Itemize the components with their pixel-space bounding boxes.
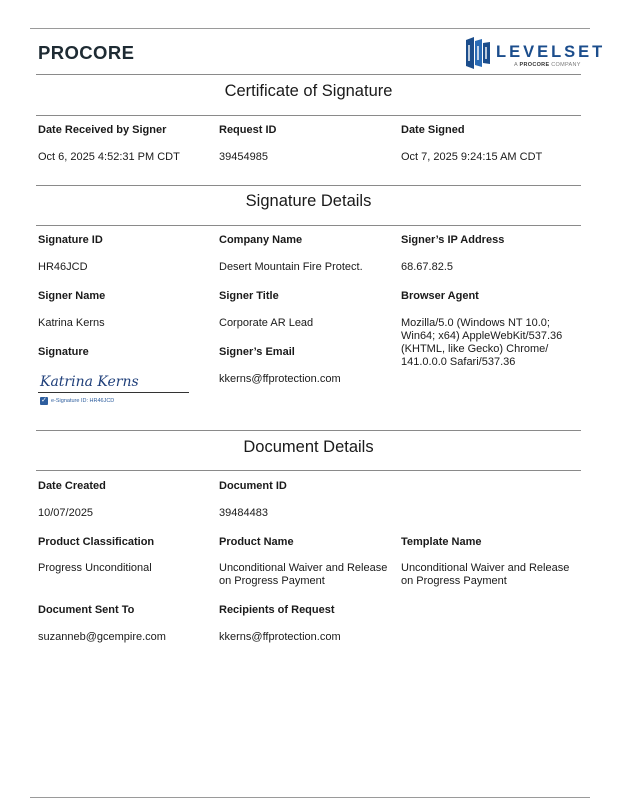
signer-ip-value: 68.67.82.5 — [401, 261, 453, 273]
signer-title-value: Corporate AR Lead — [219, 317, 314, 329]
product-name-label: Product Name — [219, 536, 294, 548]
divider — [36, 185, 581, 186]
signer-name-value: Katrina Kerns — [38, 317, 105, 329]
levelset-wordmark: LEVELSET — [496, 43, 606, 61]
date-received-value: Oct 6, 2025 4:52:31 PM CDT — [38, 151, 180, 163]
product-classification-label: Product Classification — [38, 536, 155, 548]
levelset-tagline: A PROCORE COMPANY — [514, 62, 581, 68]
date-created-label: Date Created — [38, 480, 106, 492]
checkbox-icon: ✓ — [41, 397, 47, 404]
signature-line — [38, 392, 189, 393]
request-id-label: Request ID — [219, 124, 277, 136]
company-name-value: Desert Mountain Fire Protect. — [219, 261, 363, 273]
levelset-mark-icon — [465, 36, 491, 70]
document-sent-to-label: Document Sent To — [38, 604, 135, 616]
signature-details-title: Signature Details — [245, 192, 372, 210]
product-name-line-1: Unconditional Waiver and Release — [219, 562, 388, 574]
signer-title-label: Signer Title — [219, 290, 279, 302]
date-created-value: 10/07/2025 — [38, 507, 94, 519]
esignature-id-text: e-Signature ID: HR46JCD — [51, 398, 115, 404]
signer-email-value: kkerns@ffprotection.com — [219, 373, 341, 385]
date-received-label: Date Received by Signer — [38, 124, 167, 136]
procore-logo: PROCORE — [38, 42, 135, 63]
recipients-label: Recipients of Request — [219, 604, 335, 616]
bottom-divider — [30, 797, 590, 798]
product-classification-value: Progress Unconditional — [38, 562, 152, 574]
template-name-label: Template Name — [401, 536, 482, 548]
esignature-badge — [40, 396, 114, 406]
signature-id-value: HR46JCD — [38, 261, 88, 273]
company-name-label: Company Name — [219, 234, 303, 246]
date-signed-value: Oct 7, 2025 9:24:15 AM CDT — [401, 151, 543, 163]
document-id-value: 39484483 — [219, 507, 268, 519]
product-name-line-2: on Progress Payment — [219, 575, 325, 587]
date-signed-label: Date Signed — [401, 124, 465, 136]
browser-agent-line-1: Mozilla/5.0 (Windows NT 10.0; — [401, 317, 550, 329]
document-sent-to-value: suzanneb@gcempire.com — [38, 631, 166, 643]
signature-image: Katrina Kerns — [40, 374, 139, 390]
divider — [36, 115, 581, 116]
recipients-value: kkerns@ffprotection.com — [219, 631, 341, 643]
signer-ip-label: Signer’s IP Address — [401, 234, 505, 246]
browser-agent-line-4: 141.0.0.0 Safari/537.36 — [401, 356, 516, 368]
signature-id-label: Signature ID — [38, 234, 103, 246]
signer-name-label: Signer Name — [38, 290, 106, 302]
request-id-value: 39454985 — [219, 151, 268, 163]
divider — [36, 430, 581, 431]
divider — [36, 470, 581, 471]
divider — [36, 225, 581, 226]
document-details-title: Document Details — [243, 438, 374, 456]
browser-agent-label: Browser Agent — [401, 290, 479, 302]
browser-agent-line-3: (KHTML, like Gecko) Chrome/ — [401, 343, 549, 355]
divider — [36, 74, 581, 75]
template-name-line-1: Unconditional Waiver and Release — [401, 562, 570, 574]
top-divider — [30, 28, 590, 29]
certificate-title: Certificate of Signature — [224, 82, 393, 100]
browser-agent-line-2: Win64; x64) AppleWebKit/537.36 — [401, 330, 563, 342]
signer-email-label: Signer’s Email — [219, 346, 295, 358]
template-name-line-2: on Progress Payment — [401, 575, 507, 587]
signature-label: Signature — [38, 346, 89, 358]
document-id-label: Document ID — [219, 480, 287, 492]
